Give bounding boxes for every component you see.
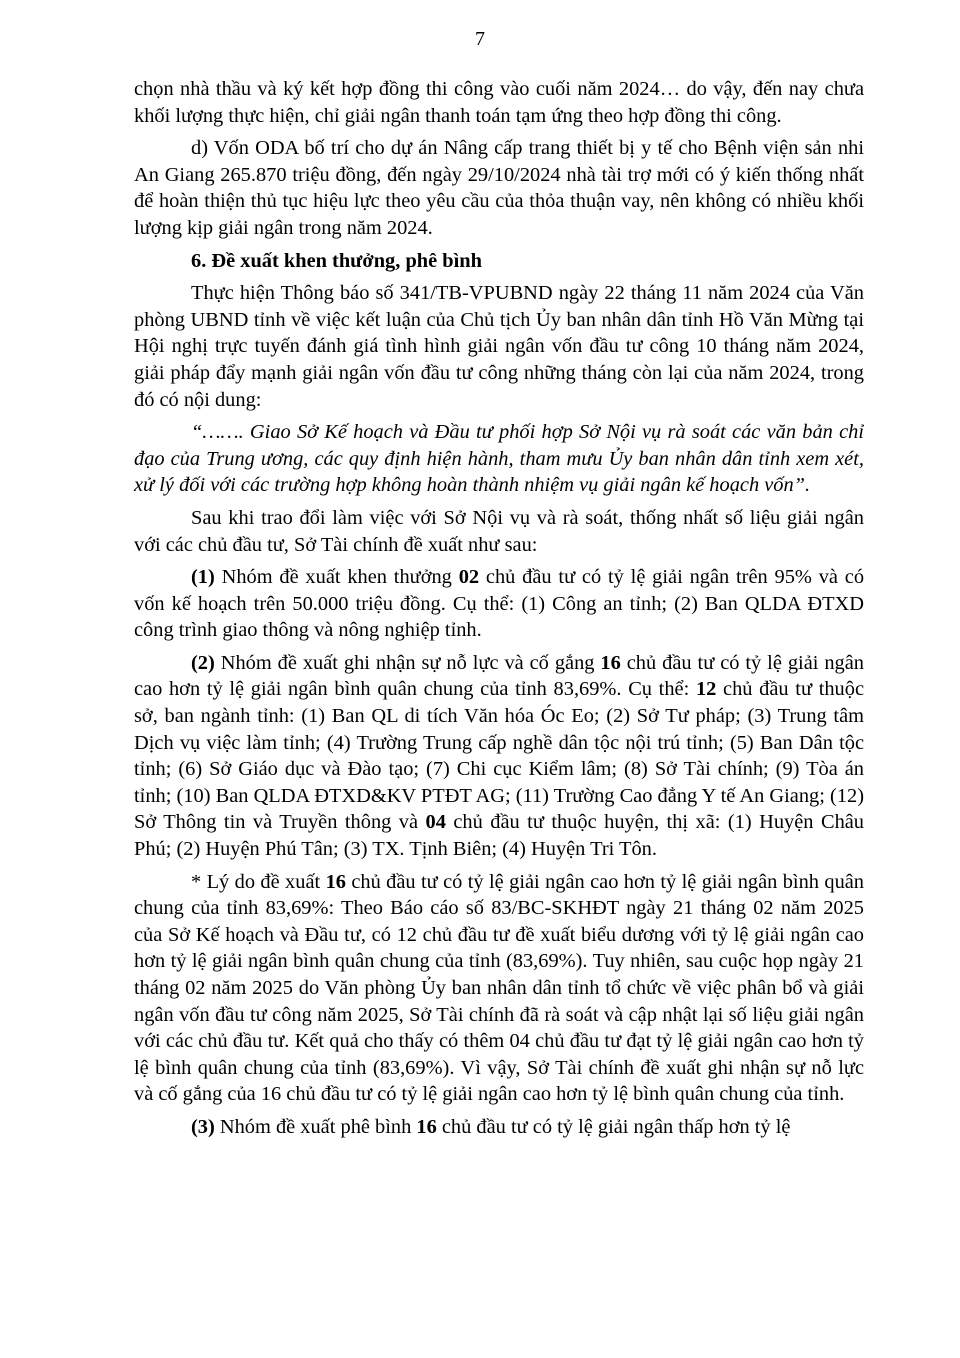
- paragraph-continuation: chọn nhà thầu và ký kết hợp đồng thi công vào cuối năm 2024… do vậy, đến nay chưa khối lượng thực hiện, chỉ giải ngân thanh toán tạm ứng theo hợp đồng thi công.: [134, 78, 864, 127]
- group-2-text-c: chủ đầu tư thuộc sở, ban ngành tỉnh: (1) Ban QL di tích Văn hóa Óc Eo; (2) Sở Tư pháp; (3) Trung tâm Dịch vụ việc làm tỉnh; (4) Trường Trung cấp nghề dân tộc nội trú tỉnh; (5) Ban Dân tộc tỉnh; (6) Sở Giáo dục và Đào tạo; (7) Chi cục Kiểm lâm; (8) Sở Tài chính; (9) Tòa án tỉnh; (10) Ban QLDA ĐTXD&KV PTĐT AG; (11) Trường Cao đẳng Y tế An Giang; (12) Sở Thông tin và Truyền thông và: [134, 678, 864, 834]
- group-2-text-a: Nhóm đề xuất ghi nhận sự nỗ lực và cố gắng: [214, 651, 601, 674]
- paragraph-proposal-intro: Sau khi trao đổi làm việc với Sở Nội vụ và rà soát, thống nhất số liệu giải ngân với các chủ đầu tư, Sở Tài chính đề xuất như sau:: [134, 506, 864, 556]
- group-2-label: (2): [191, 651, 215, 674]
- section-heading: 6. Đề xuất khen thưởng, phê bình: [191, 249, 482, 272]
- proposal-reason: [134, 869, 864, 1108]
- group-3-count: 16: [416, 1115, 437, 1138]
- group-1-text-a: Nhóm đề xuất khen thưởng: [214, 566, 459, 589]
- quoted-directive: “……. Giao Sở Kế hoạch và Đầu tư phối hợp Sở Nội vụ rà soát các văn bản chỉ đạo của Trung ương, các quy định hiện hành, tham mưu Ủy ban nhân dân tỉnh xem xét, xử lý đối với các trường hợp không hoàn thành nhiệm vụ giải ngân kế hoạch vốn”.: [134, 421, 864, 497]
- group-2-text-b: chủ đầu tư có tỷ lệ giải ngân cao hơn tỷ lệ giải ngân bình quân chung của tỉnh 83,69%. Cụ thể:: [134, 651, 865, 701]
- reason-count: 16: [325, 870, 346, 893]
- group-2-count-provincial: 12: [695, 678, 717, 701]
- reason-text-a: * Lý do đề xuất: [191, 870, 326, 893]
- proposal-group-2: [134, 650, 864, 863]
- group-3-text-a: Nhóm đề xuất phê bình: [214, 1115, 417, 1138]
- paragraph-oda-capital: d) Vốn ODA bố trí cho dự án Nâng cấp trang thiết bị y tế cho Bệnh viện sản nhi An Giang 265.870 triệu đồng, đến ngày 29/10/2024 nhà tài trợ mới có ý kiến thống nhất để hoàn thiện thủ tục hiệu lực theo yêu cầu của thỏa thuận vay, nên không có nhiều khối lượng kịp giải ngân trong năm 2024.: [134, 137, 864, 239]
- group-1-text-b: chủ đầu tư có tỷ lệ giải ngân trên 95% và có vốn kế hoạch trên 50.000 triệu đồng. Cụ thể: (1) Công an tỉnh; (2) Ban QLDA ĐTXD công trình giao thông và nông nghiệp tỉnh.: [134, 566, 865, 642]
- group-1-count: 02: [458, 566, 480, 589]
- document-body: [134, 76, 864, 1147]
- group-3-label: (3): [191, 1115, 215, 1138]
- reason-text-b: chủ đầu tư có tỷ lệ giải ngân cao hơn tỷ lệ giải ngân bình quân chung của tỉnh 83,69%: Theo Báo cáo số 83/BC-SKHĐT ngày 21 tháng 02 năm 2025 của Sở Kế hoạch và Đầu tư, có 12 chủ đầu tư đề xuất biểu dương với tỷ lệ giải ngân cao hơn tỷ lệ giải ngân bình quân chung của tỉnh (83,69%). Tuy nhiên, sau cuộc họp ngày 21 tháng 02 năm 2025 do Văn phòng Ủy ban nhân dân tỉnh tổ chức về việc phân bổ và giải ngân vốn đầu tư công năm 2025, Sở Tài chính đã rà soát và cập nhật lại số liệu giải ngân với các chủ đầu tư. Kết quả cho thấy có thêm 04 chủ đầu tư đạt tỷ lệ giải ngân cao hơn tỷ lệ bình quân chung của tỉnh (83,69%). Vì vậy, Sở Tài chính đề xuất ghi nhận sự nỗ lực và cố gắng của 16 chủ đầu tư có tỷ lệ giải ngân cao hơn tỷ lệ bình quân chung của tỉnh.: [134, 870, 865, 1106]
- proposal-group-1: [134, 564, 864, 644]
- group-3-text-b: chủ đầu tư có tỷ lệ giải ngân thấp hơn tỷ lệ: [436, 1115, 791, 1138]
- group-2-count-district: 04: [425, 811, 446, 834]
- group-2-count: 16: [600, 651, 621, 674]
- group-1-label: (1): [191, 566, 215, 589]
- page-number: 7: [475, 28, 485, 50]
- proposal-group-3: [134, 1114, 864, 1141]
- group-2-text-d: chủ đầu tư thuộc huyện, thị xã: (1) Huyện Châu Phú; (2) Huyện Phú Tân; (3) TX. Tịnh Biên; (4) Huyện Tri Tôn.: [134, 811, 865, 861]
- paragraph-announcement: Thực hiện Thông báo số 341/TB-VPUBND ngày 22 tháng 11 năm 2024 của Văn phòng UBND tỉnh về việc kết luận của Chủ tịch Ủy ban nhân dân tỉnh Hồ Văn Mừng tại Hội nghị trực tuyến đánh giá tình hình giải ngân vốn đầu tư công 10 tháng năm 2024, giải pháp đẩy mạnh giải ngân vốn đầu tư công những tháng còn lại của năm 2024, trong đó có nội dung:: [134, 282, 864, 411]
